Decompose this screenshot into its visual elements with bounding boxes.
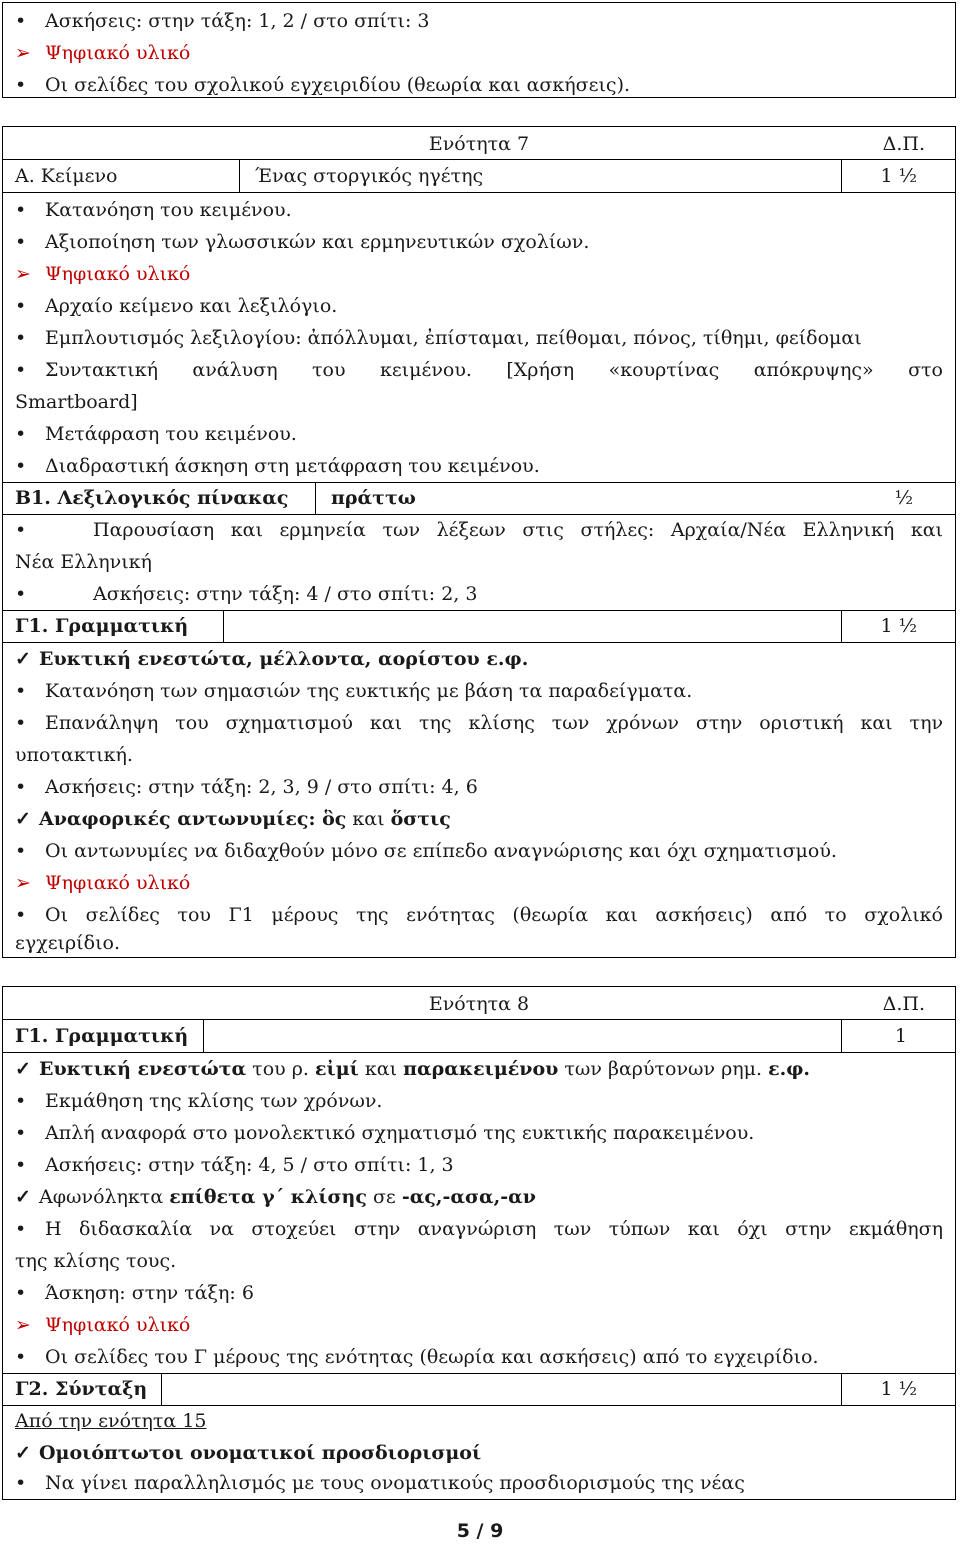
section-label: Γ2. Σύνταξη [15,1378,148,1400]
bullet-icon: • [15,295,27,317]
bullet-icon: • [15,231,27,253]
list-item: • Μετάφραση του κειμένου. [15,418,943,450]
list-item: • Επανάληψη του σχηματισμού και της κλίσης των χρόνων στην οριστική και την [15,707,943,739]
unit-title: Ενότητα 8 [428,993,530,1015]
section-label: Γ1. Γραμματική [15,1025,189,1047]
bullet-icon: • [15,327,27,349]
list-item-cont: της κλίσης τους. [15,1250,177,1272]
list-item-cont: εγχειρίδιο. [15,932,120,954]
hours: ½ [894,487,913,509]
section-word: πράττω [331,487,416,509]
list-item: • Ασκήσεις: στην τάξη: 4, 5 / στο σπίτι: 1, 3 [15,1149,943,1181]
bullet-icon: • [15,1346,27,1368]
check-item: ✓ Ευκτική ενεστώτα, μέλλοντα, αορίστου ε.φ. [15,643,943,675]
bullet-icon: • [15,1090,27,1112]
list-item: • Εμπλουτισμός λεξιλογίου: ἀπόλλυμαι, ἐπίσταμαι, πείθομαι, πόνος, τίθημι, φείδομαι [15,322,943,354]
list-item: • Συντακτική ανάλυση του κειμένου. [Χρήση «κουρτίνας απόκρυψης» στο [15,354,943,386]
digital-material[interactable]: ➢ Ψηφιακό υλικό [15,1309,943,1341]
from-unit-note: Από την ενότητα 15 [15,1410,207,1432]
list-item-cont: Smartboard] [15,391,138,413]
bullet-icon: • [15,1154,27,1176]
arrow-bullet-icon: ➢ [15,1314,31,1336]
unit8-header [15,988,943,1020]
page-number: 5 / 9 [456,1520,504,1542]
list-item: • Απλή αναφορά στο μονολεκτικό σχηματισμό της ευκτικής παρακειμένου. [15,1117,943,1149]
list-item: • Οι σελίδες του Γ μέρους της ενότητας (θεωρία και ασκήσεις) από το εγχειρίδιο. [15,1341,943,1373]
list-item: • Να γίνει παραλληλισμός με τους ονοματικούς προσδιορισμούς της νέας [15,1467,943,1499]
bullet-icon: • [15,359,27,381]
check-item: ✓ Αφωνόληκτα επίθετα γ΄ κλίσης σε -ας,-ασα,-αν [15,1181,943,1213]
arrow-bullet-icon: ➢ [15,42,31,64]
list-item: • Οι σελίδες του Γ1 μέρους της ενότητας (θεωρία και ασκήσεις) από το σχολικό [15,899,943,931]
dp-label: Δ.Π. [882,133,925,155]
bullet-icon: • [15,583,27,605]
list-item: • Ασκήσεις: στην τάξη: 2, 3, 9 / στο σπίτι: 4, 6 [15,771,943,803]
top-box [2,2,956,98]
hours: 1 ½ [880,1378,917,1400]
check-icon: ✓ [15,1058,31,1080]
unit7-box [2,126,956,958]
bullet-icon: • [15,904,27,926]
bullet-icon: • [15,519,27,541]
list-item: • Εκμάθηση της κλίσης των χρόνων. [15,1085,943,1117]
section-label: Β1. Λεξιλογικός πίνακας [15,487,289,509]
list-item: • Άσκηση: στην τάξη: 6 [15,1277,943,1309]
check-item: ✓ Ευκτική ενεστώτα του ρ. εἰμί και παρακειμένου των βαρύτονων ρημ. ε.φ. [15,1053,943,1085]
hours: 1 ½ [880,165,917,187]
section-label: Α. Κείμενο [15,165,118,187]
arrow-bullet-icon: ➢ [15,872,31,894]
list-item: • Αρχαίο κείμενο και λεξιλόγιο. [15,290,943,322]
check-item: ✓ Ομοιόπτωτοι ονοματικοί προσδιορισμοί [15,1437,943,1469]
digital-material[interactable]: ➢ Ψηφιακό υλικό [15,37,943,69]
section-b1-row [15,482,943,514]
list-item: • Παρουσίαση και ερμηνεία των λέξεων στις στήλες: Αρχαία/Νέα Ελληνική και [15,514,943,546]
bullet-icon: • [15,1472,27,1494]
list-item: • Οι σελίδες του σχολικού εγχειριδίου (θεωρία και ασκήσεις). [15,69,943,101]
unit7-header [15,128,943,160]
list-item-cont: υποτακτική. [15,744,133,766]
list-item: • Οι αντωνυμίες να διδαχθούν μόνο σε επίπεδο αναγνώρισης και όχι σχηματισμού. [15,835,943,867]
bullet-icon: • [15,199,27,221]
check-icon: ✓ [15,1442,31,1464]
bullet-icon: • [15,423,27,445]
bullet-icon: • [15,840,27,862]
hours: 1 [894,1025,907,1047]
section-g1-row [15,1020,943,1052]
bullet-icon: • [15,1282,27,1304]
bullet-icon: • [15,455,27,477]
list-item: • Κατανόηση των σημασιών της ευκτικής με βάση τα παραδείγματα. [15,675,943,707]
unit-title: Ενότητα 7 [428,133,530,155]
check-item: ✓ Αναφορικές αντωνυμίες: ὃς και ὅστις [15,803,943,835]
section-title: Ένας στοργικός ηγέτης [255,165,484,187]
check-icon: ✓ [15,1186,31,1208]
bullet-icon: • [15,776,27,798]
section-g2-row [15,1373,943,1405]
list-item: • Ασκήσεις: στην τάξη: 1, 2 / στο σπίτι: 3 [15,5,943,37]
unit8-box [2,986,956,1500]
list-item: • Κατανόηση του κειμένου. [15,194,943,226]
bullet-icon: • [15,1122,27,1144]
dp-label: Δ.Π. [882,993,925,1015]
section-a-row [15,160,943,192]
list-item: • Αξιοποίηση των γλωσσικών και ερμηνευτικών σχολίων. [15,226,943,258]
bullet-icon: • [15,712,27,734]
list-item: • Ασκήσεις: στην τάξη: 4 / στο σπίτι: 2, 3 [15,578,943,610]
hours: 1 ½ [880,615,917,637]
check-icon: ✓ [15,648,31,670]
bullet-icon: • [15,10,27,32]
section-g1-row [15,610,943,642]
list-item-cont: Νέα Ελληνική [15,551,152,573]
digital-material[interactable]: ➢ Ψηφιακό υλικό [15,258,943,290]
bullet-icon: • [15,74,27,96]
section-label: Γ1. Γραμματική [15,615,189,637]
arrow-bullet-icon: ➢ [15,263,31,285]
check-icon: ✓ [15,808,31,830]
digital-material[interactable]: ➢ Ψηφιακό υλικό [15,867,943,899]
list-item: • Η διδασκαλία να στοχεύει στην αναγνώριση των τύπων και όχι στην εκμάθηση [15,1213,943,1245]
bullet-icon: • [15,1218,27,1240]
list-item: • Διαδραστική άσκηση στη μετάφραση του κειμένου. [15,450,943,482]
bullet-icon: • [15,680,27,702]
